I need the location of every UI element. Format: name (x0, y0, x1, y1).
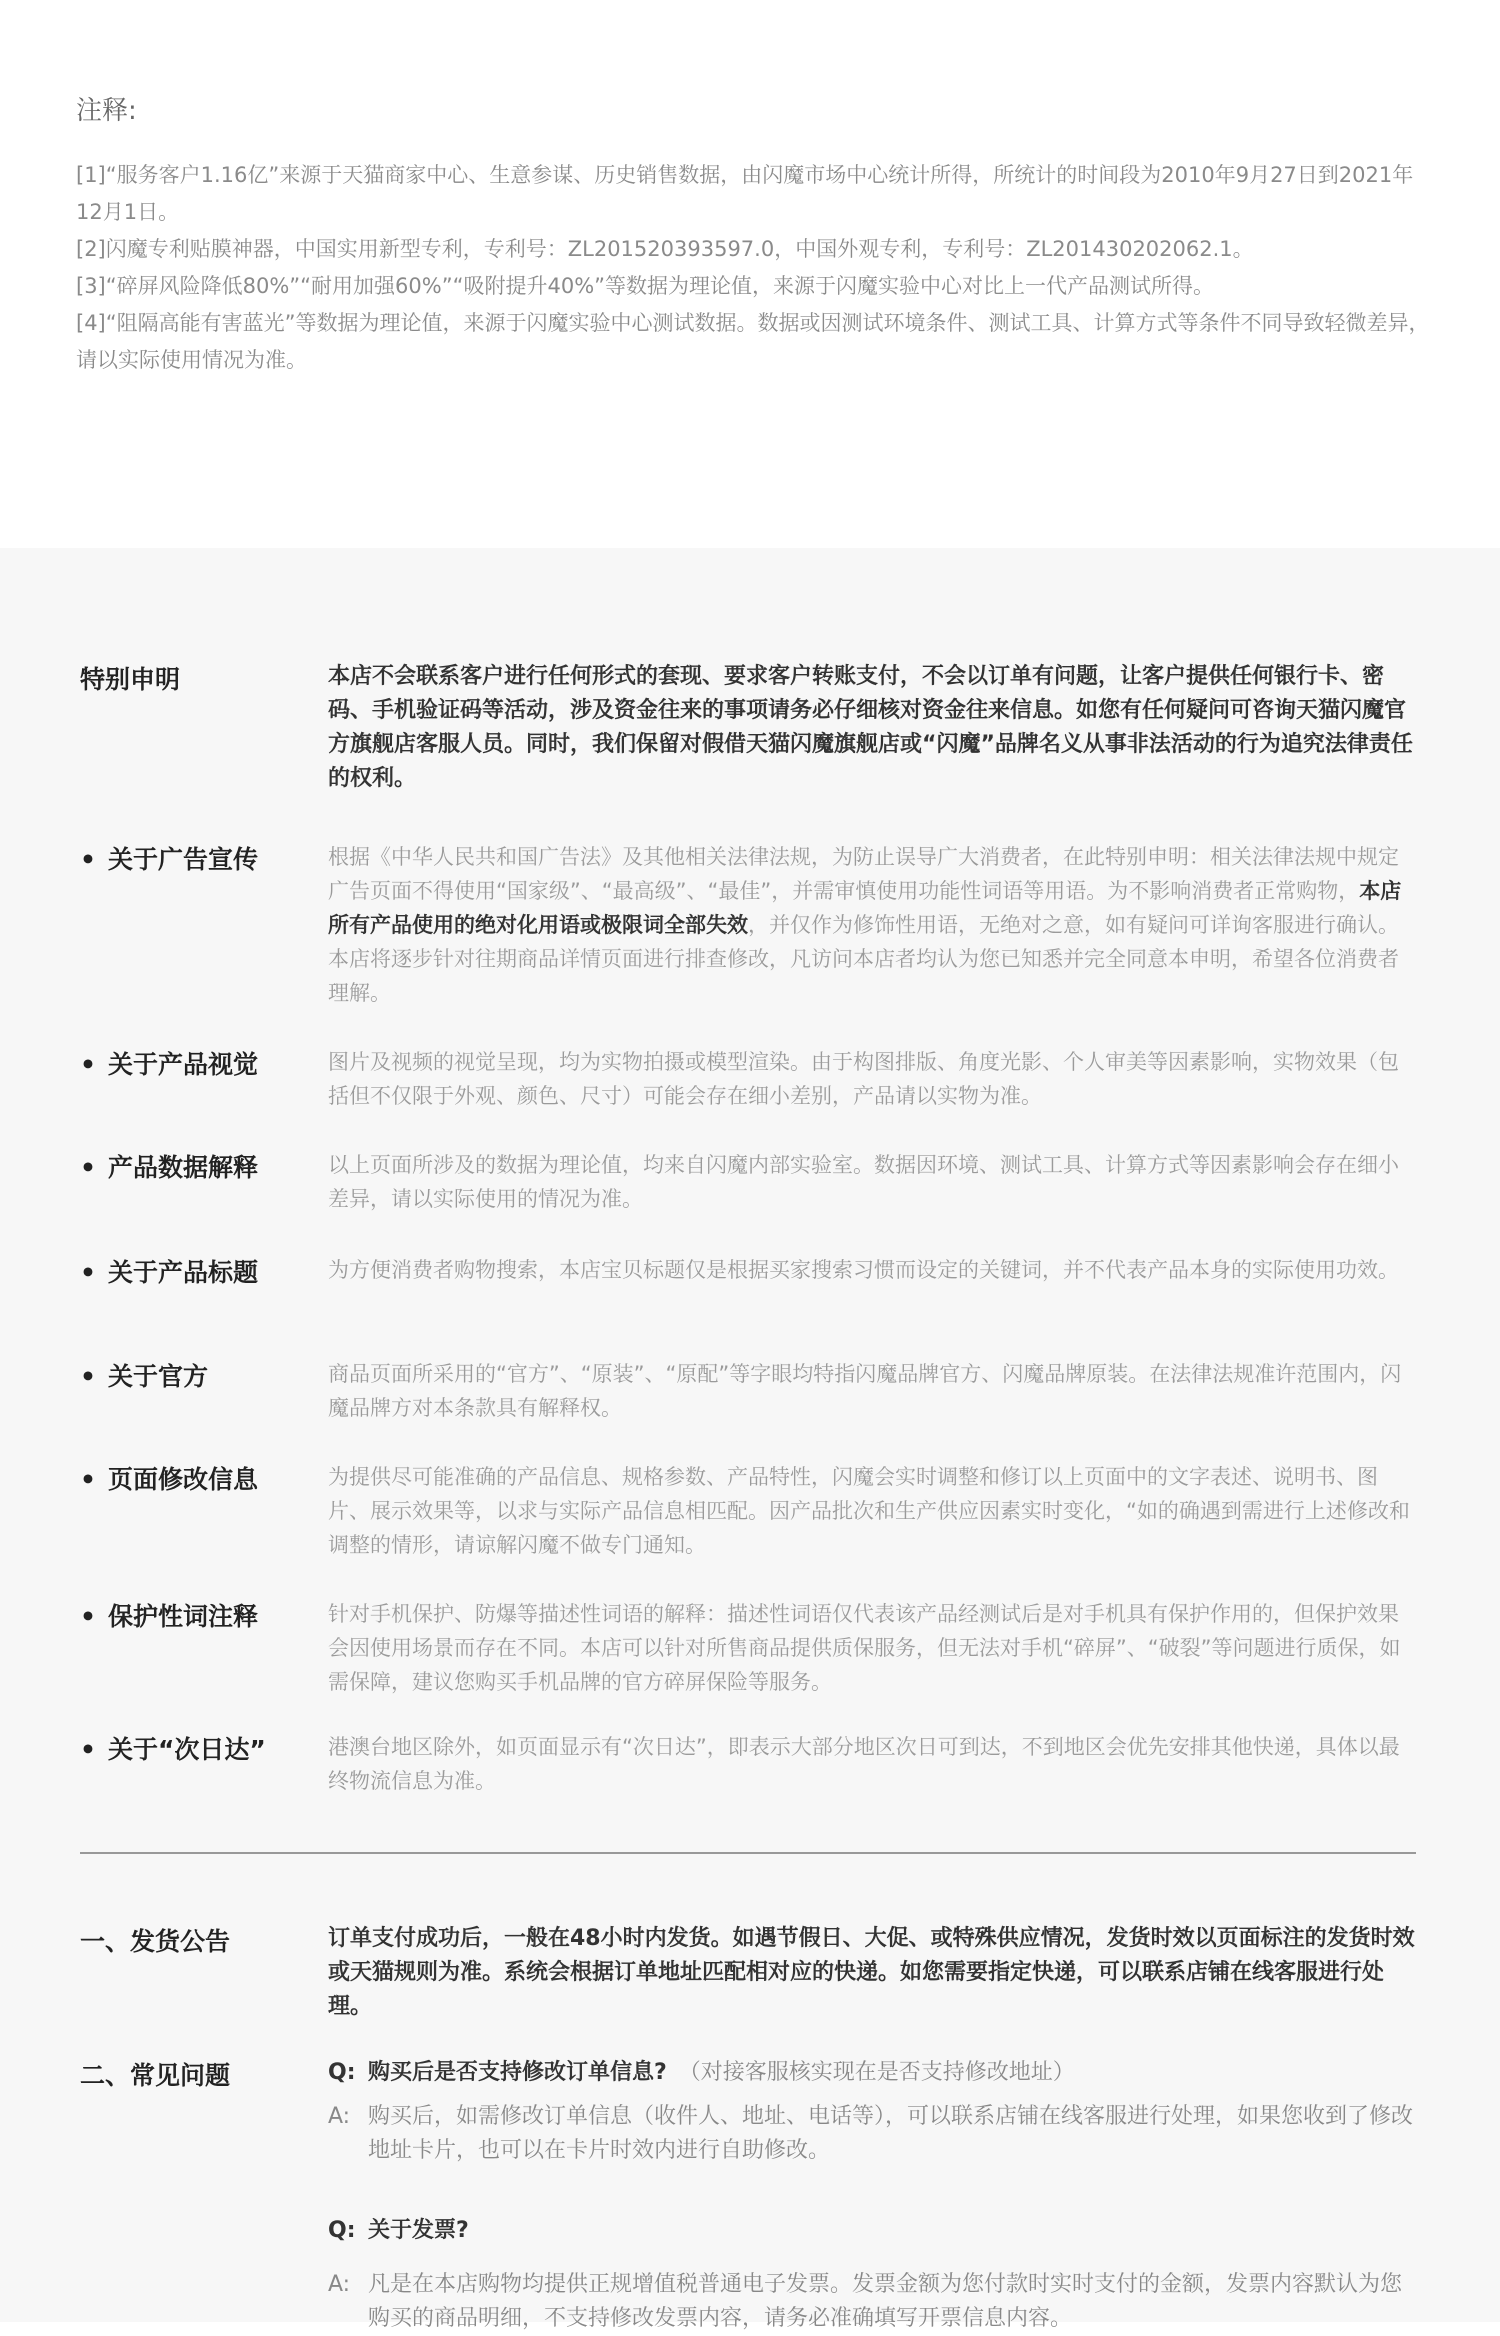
disclaimer-item (80, 1460, 1416, 1562)
section-text (328, 840, 1416, 1010)
section-text: 本店不会联系客户进行任何形式的套现、要求客户转账支付，不会以订单有问题，让客户提供任何银行卡、密码、手机验证码等活动，涉及资金往来的事项请务必仔细核对资金往来信息。如您有任何疑问可咨询天猫闪魔官方旗舰店客服人员。同时，我们保留对假借天猫闪魔旗舰店或“闪魔”品牌名义从事非法活动的行为追究法律责任的权利。 (328, 664, 1413, 791)
disclaimer-item (80, 1045, 1416, 1113)
faq-answer: 凡是在本店购物均提供正规增值税普通电子发票。发票金额为您付款时实时支付的金额，发票内容默认为您购买的商品明细，不支持修改发票内容，请务必准确填写开票信息内容。 (368, 2272, 1403, 2331)
q-prefix: Q: (328, 2218, 356, 2243)
faq-item (328, 2214, 1416, 2336)
section-label: • 关于广告宣传 (80, 840, 258, 876)
ad-statement (80, 840, 1416, 1010)
section-text: 商品页面所采用的“官方”、“原装”、“原配”等字眼均特指闪魔品牌官方、闪魔品牌原装。在法律法规准许范围内，闪魔品牌方对本条款具有解释权。 (328, 1362, 1402, 1420)
divider (80, 1852, 1416, 1854)
section-label: 特别申明 (80, 665, 181, 694)
section-label: 二、常见问题 (80, 2061, 231, 2090)
note-item: [3]“碎屏风险降低80%”“耐用加强60%”“吸附提升40%”等数据为理论值，来源于闪魔实验中心对比上一代产品测试所得。 (76, 274, 1215, 298)
section-label: 一、发货公告 (80, 1927, 231, 1956)
text-emphasis: 本店所有产品使用的绝对化用语或极限词全部失效 (328, 879, 1402, 937)
shipping-notice (80, 1922, 1416, 2024)
q-prefix: Q: (328, 2060, 356, 2085)
faq-answer: 购买后，如需修改订单信息（收件人、地址、电话等），可以联系店铺在线客服进行处理，如果您收到了修改地址卡片，也可以在卡片时效内进行自助修改。 (368, 2104, 1414, 2163)
disclaimer-item (80, 1148, 1416, 1216)
section-text: 为提供尽可能准确的产品信息、规格参数、产品特性，闪魔会实时调整和修订以上页面中的文字表述、说明书、图片、展示效果等，以求与实际产品信息相匹配。因产品批次和生产供应因素实时变化，“如的确遇到需进行上述修改和调整的情形，请谅解闪魔不做专门通知。 (328, 1465, 1410, 1557)
a-prefix: A: (328, 2272, 351, 2297)
section-label: • 关于产品视觉 (80, 1045, 258, 1081)
section-text: 针对手机保护、防爆等描述性词语的解释：描述性词语仅代表该产品经测试后是对手机具有保护作用的，但保护效果会因使用场景而存在不同。本店可以针对所售商品提供质保服务，但无法对手机“碎屏”、“破裂”等问题进行质保，如需保障，建议您购买手机品牌的官方碎屏保险等服务。 (328, 1602, 1401, 1694)
faq-section (80, 2056, 1416, 2336)
disclaimer-item (80, 1730, 1416, 1798)
section-label: • 关于官方 (80, 1357, 208, 1393)
section-label: • 产品数据解释 (80, 1148, 258, 1184)
notes-section (76, 90, 1436, 379)
section-label: • 页面修改信息 (80, 1460, 258, 1496)
faq-item (328, 2056, 1416, 2168)
faq-question: 关于发票? (368, 2218, 469, 2243)
section-label: • 保护性词注释 (80, 1597, 258, 1633)
text-part: ，并仅作为修饰性用语，无绝对之意，如有疑问可详询客服进行确认。本店将逐步针对往期商品详情页面进行排查修改，凡访问本店者均认为您已知悉并完全同意本申明，希望各位消费者理解。 (328, 913, 1399, 1005)
faq-hint: （对接客服核实现在是否支持修改地址） (678, 2060, 1075, 2085)
a-prefix: A: (328, 2104, 351, 2129)
disclaimer-item (80, 1597, 1416, 1699)
section-text: 图片及视频的视觉呈现，均为实物拍摄或模型渲染。由于构图排版、角度光影、个人审美等因素影响，实物效果（包括但不仅限于外观、颜色、尺寸）可能会存在细小差别，产品请以实物为准。 (328, 1050, 1399, 1108)
special-statement (80, 660, 1416, 796)
note-item: [1]“服务客户1.16亿”来源于天猫商家中心、生意参谋、历史销售数据，由闪魔市场中心统计所得，所统计的时间段为2010年9月27日到2021年12月1日。 (76, 163, 1414, 224)
disclaimer-item (80, 1253, 1416, 1287)
section-text: 订单支付成功后，一般在48小时内发货。如遇节假日、大促、或特殊供应情况，发货时效以页面标注的发货时效或天猫规则为准。系统会根据订单地址匹配相对应的快递。如您需要指定快递，可以联系店铺在线客服进行处理。 (328, 1926, 1415, 2019)
faq-question: 购买后是否支持修改订单信息? (368, 2060, 667, 2085)
section-label: • 关于“次日达” (80, 1730, 266, 1766)
text-part: 根据《中华人民共和国广告法》及其他相关法律法规，为防止误导广大消费者，在此特别申明：相关法律法规中规定广告页面不得使用“国家级”、“最高级”、“最佳”，并需审慎使用功能性词语等用语。为不影响消费者正常购物， (328, 845, 1399, 903)
section-text: 港澳台地区除外，如页面显示有“次日达”，即表示大部分地区次日可到达，不到地区会优先安排其他快递，具体以最终物流信息为准。 (328, 1735, 1400, 1793)
note-item: [4]“阻隔高能有害蓝光”等数据为理论值，来源于闪魔实验中心测试数据。数据或因测试环境条件、测试工具、计算方式等条件不同导致轻微差异，请以实际使用情况为准。 (76, 311, 1430, 372)
section-label: • 关于产品标题 (80, 1253, 258, 1289)
notes-title: 注释: (76, 96, 137, 126)
note-item: [2]闪魔专利贴膜神器，中国实用新型专利，专利号：ZL201520393597.0，中国外观专利，专利号：ZL201430202062.1。 (76, 237, 1254, 261)
section-text: 为方便消费者购物搜索，本店宝贝标题仅是根据买家搜索习惯而设定的关键词，并不代表产品本身的实际使用功效。 (328, 1258, 1399, 1282)
disclaimer-item (80, 1357, 1416, 1425)
section-text: 以上页面所涉及的数据为理论值，均来自闪魔内部实验室。数据因环境、测试工具、计算方式等因素影响会存在细小差异，请以实际使用的情况为准。 (328, 1153, 1399, 1211)
